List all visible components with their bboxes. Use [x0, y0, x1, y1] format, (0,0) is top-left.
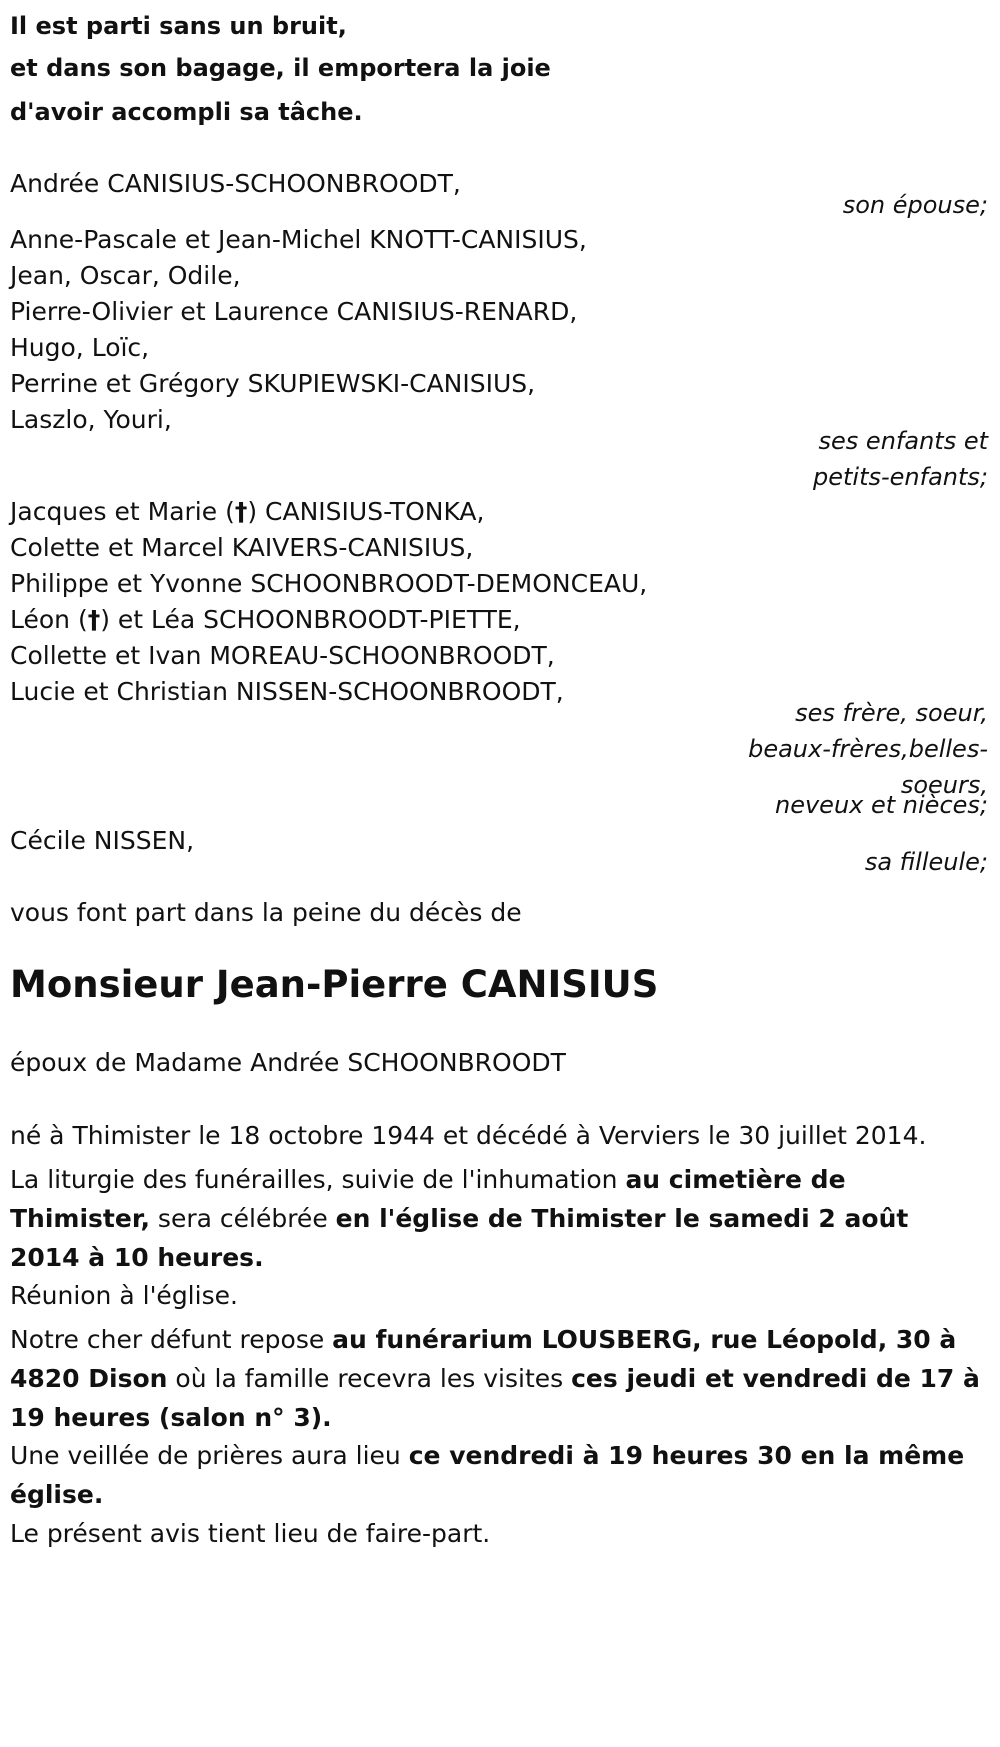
child-line: Anne-Pascale et Jean-Michel KNOTT-CANISIUS,: [10, 225, 587, 254]
epigraph-line: Il est parti sans un bruit,: [10, 12, 347, 40]
goddaughter-name: Cécile NISSEN,: [10, 826, 195, 855]
reunion-line: Réunion à l'église.: [10, 1281, 238, 1310]
vigil-paragraph: Une veillée de prières aura lieu ce vendredi à 19 heures 30 en la même église.: [10, 1441, 965, 1509]
spouse-of-line: époux de Madame Andrée SCHOONBROODT: [10, 1048, 566, 1077]
child-line: Perrine et Grégory SKUPIEWSKI-CANISIUS,: [10, 369, 536, 398]
funeral-paragraph: La liturgie des funérailles, suivie de l'inhumation au cimetière de Thimister, sera célébrée en l'église de Thimister le samedi 2 août 2014 à 10 heures.: [10, 1165, 909, 1272]
siblings-role: soeurs,: [900, 771, 988, 799]
birth-death-line: né à Thimister le 18 octobre 1944 et décédé à Verviers le 30 juillet 2014.: [10, 1121, 927, 1150]
children-role: ses enfants et: [818, 427, 988, 455]
epigraph-line: d'avoir accompli sa tâche.: [10, 98, 363, 126]
cross-icon: †: [234, 497, 248, 526]
child-line: Hugo, Loïc,: [10, 333, 150, 362]
spouse-name: Andrée CANISIUS-SCHOONBROODT,: [10, 169, 461, 198]
child-line: Jean, Oscar, Odile,: [10, 261, 241, 290]
siblings-role: neveux et nièces;: [775, 791, 988, 819]
closing-line: Le présent avis tient lieu de faire-part.: [10, 1519, 491, 1548]
sibling-line: Léon (†) et Léa SCHOONBROODT-PIETTE,: [10, 605, 521, 634]
child-line: Laszlo, Youri,: [10, 405, 172, 434]
sibling-line: Lucie et Christian NISSEN-SCHOONBROODT,: [10, 677, 564, 706]
sibling-line: Jacques et Marie (†) CANISIUS-TONKA,: [10, 497, 485, 526]
sibling-line: Collette et Ivan MOREAU-SCHOONBROODT,: [10, 641, 555, 670]
goddaughter-role: sa filleule;: [864, 848, 988, 876]
announcement-text: vous font part dans la peine du décès de: [10, 898, 522, 927]
sibling-line: Colette et Marcel KAIVERS-CANISIUS,: [10, 533, 474, 562]
epigraph-line: et dans son bagage, il emportera la joie: [10, 54, 551, 82]
siblings-role: beaux-frères,belles-: [748, 735, 988, 763]
siblings-role: ses frère, soeur,: [795, 699, 988, 727]
sibling-line: Philippe et Yvonne SCHOONBROODT-DEMONCEAU,: [10, 569, 648, 598]
repose-paragraph: Notre cher défunt repose au funérarium LOUSBERG, rue Léopold, 30 à 4820 Dison où la famille recevra les visites ces jeudi et vendredi de 17 à 19 heures (salon n° 3).: [10, 1325, 980, 1432]
deceased-name: Monsieur Jean-Pierre CANISIUS: [10, 963, 659, 1006]
children-role: petits-enfants;: [813, 463, 988, 491]
cross-icon: †: [87, 605, 101, 634]
child-line: Pierre-Olivier et Laurence CANISIUS-RENARD,: [10, 297, 578, 326]
spouse-role: son épouse;: [842, 191, 988, 219]
